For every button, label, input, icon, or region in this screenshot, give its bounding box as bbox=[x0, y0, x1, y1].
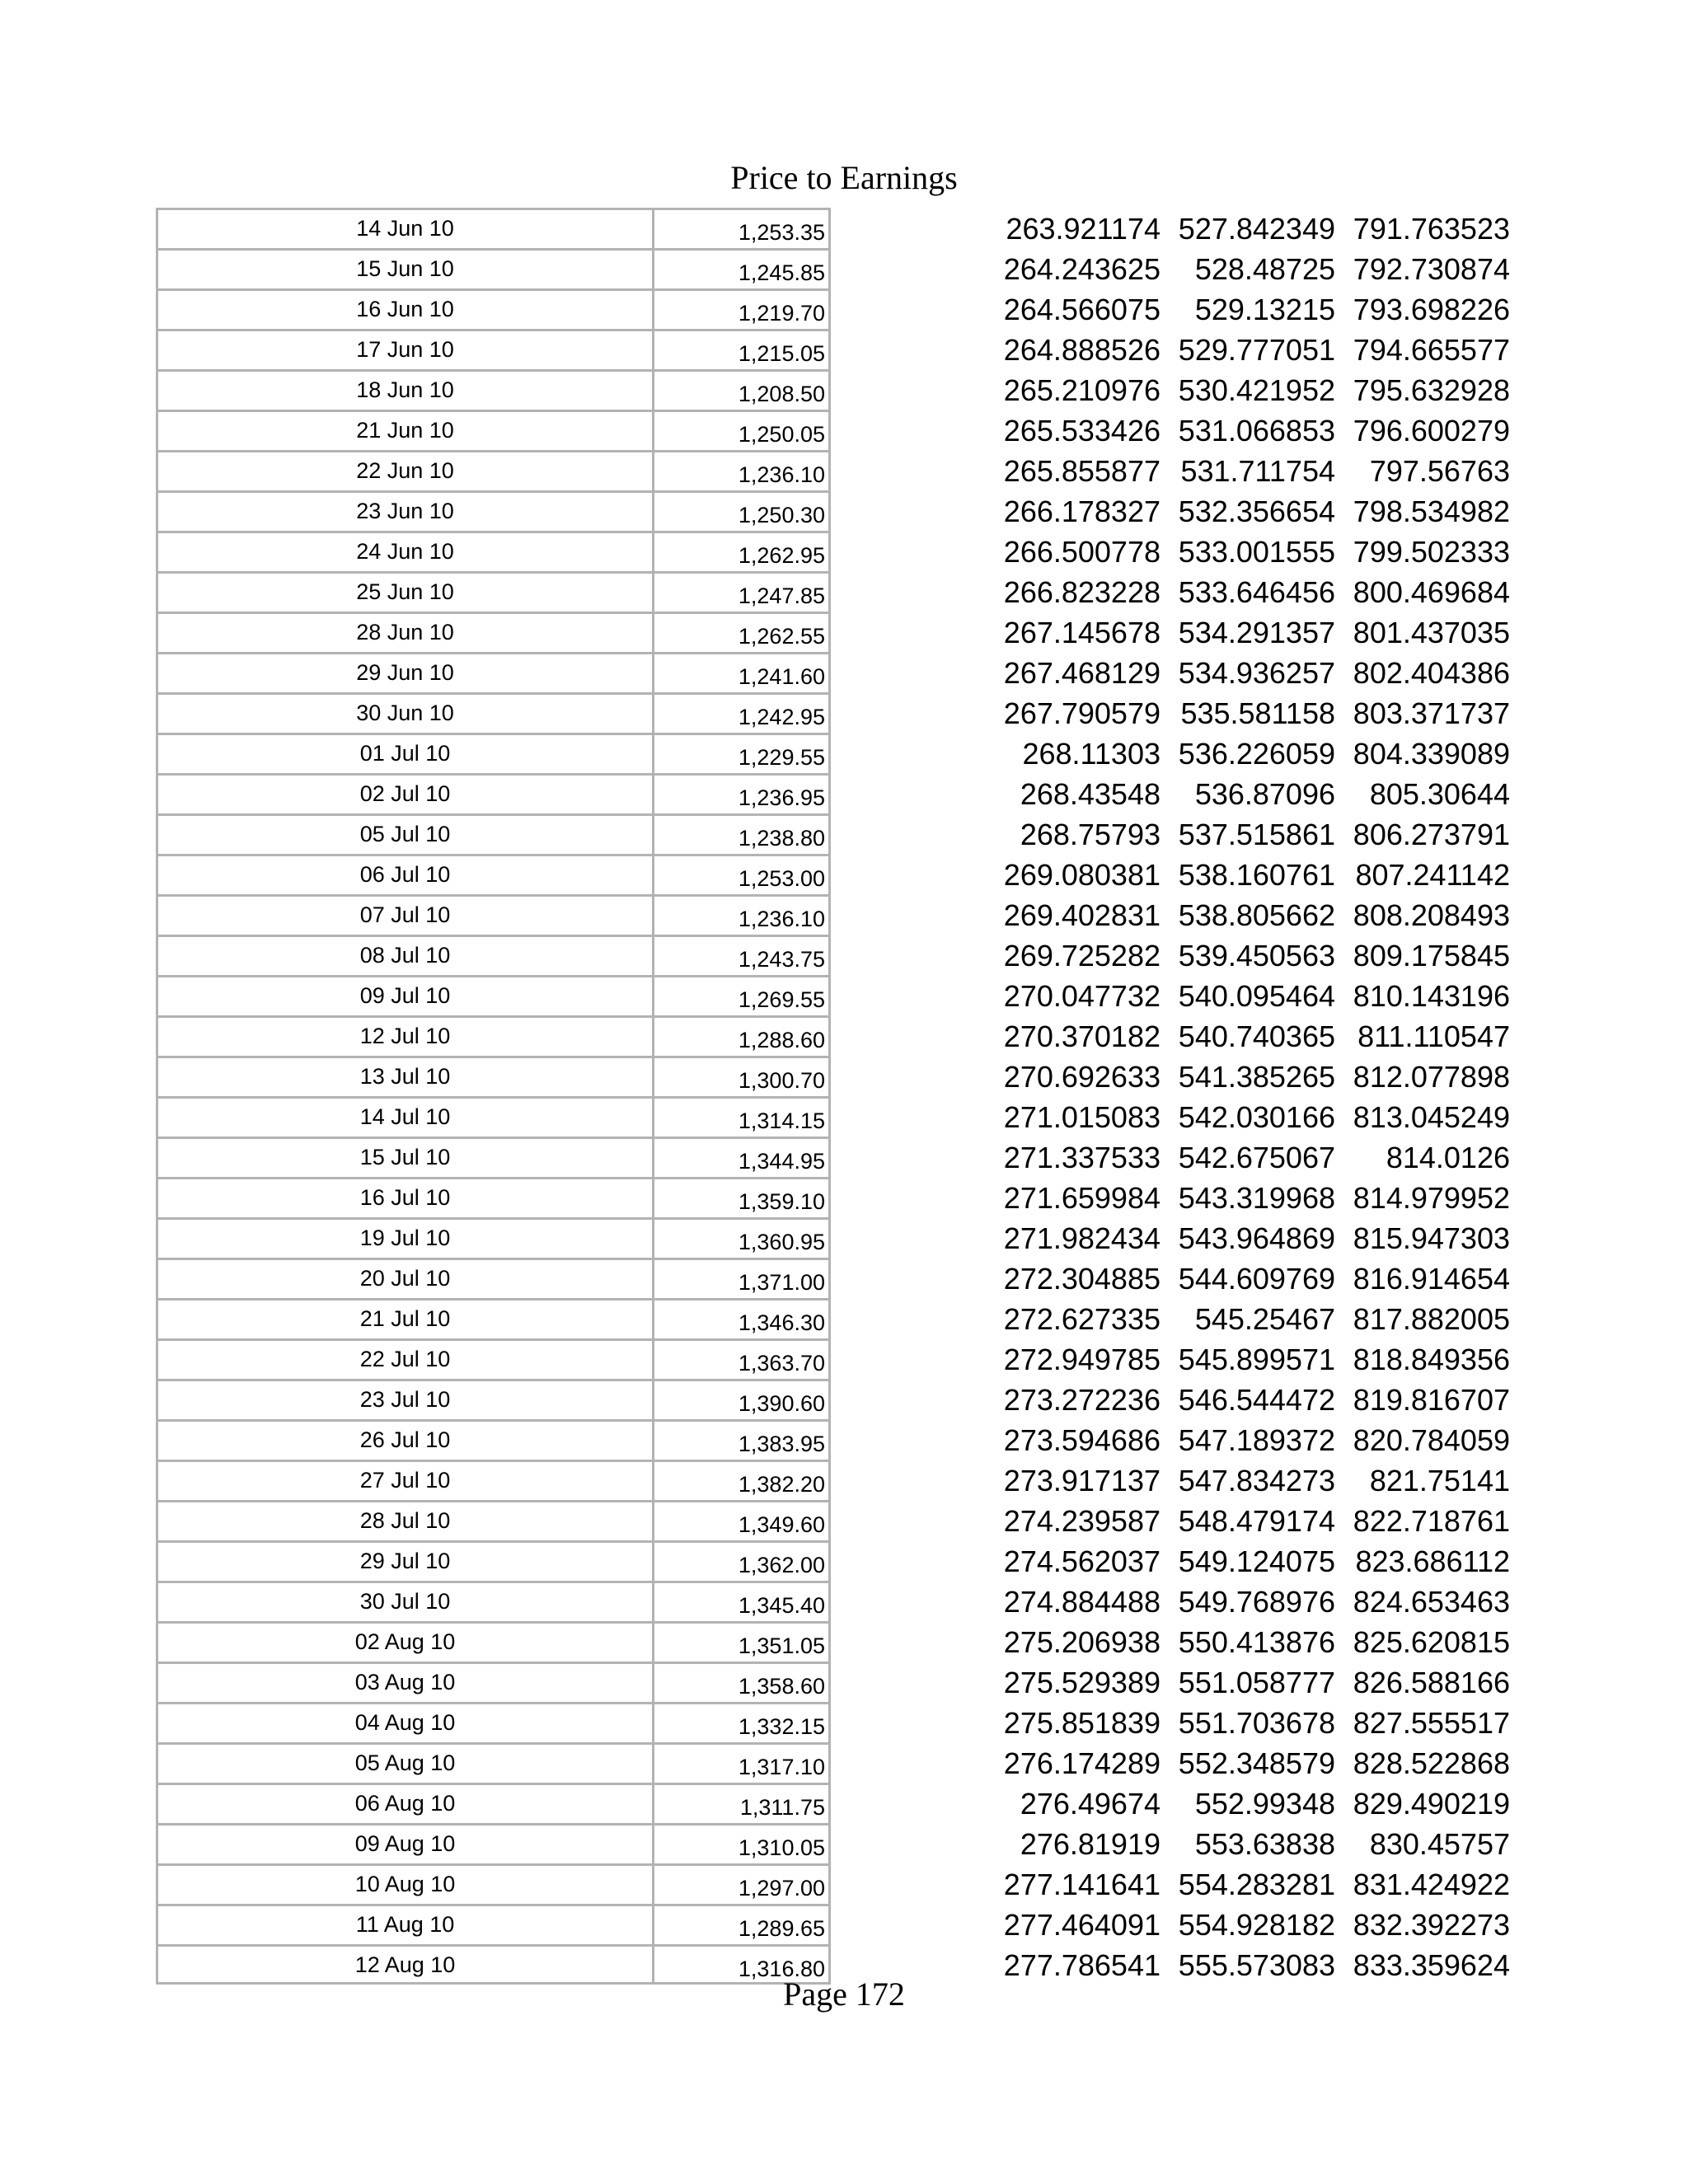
value-3-cell: 812.077898 bbox=[1353, 1060, 1510, 1094]
price-cell: 1,390.60 bbox=[652, 1379, 831, 1419]
price-cell: 1,253.35 bbox=[652, 208, 831, 248]
price-cell: 1,311.75 bbox=[652, 1783, 831, 1823]
price-cell: 1,317.10 bbox=[652, 1742, 831, 1783]
date-cell: 08 Jul 10 bbox=[156, 935, 654, 975]
value-1-cell: 273.272236 bbox=[1003, 1383, 1160, 1417]
value-3-cell: 798.534982 bbox=[1353, 494, 1510, 528]
value-1-cell: 276.81919 bbox=[1020, 1827, 1160, 1861]
date-cell: 19 Jul 10 bbox=[156, 1217, 654, 1258]
value-2-cell: 554.283281 bbox=[1178, 1868, 1335, 1901]
date-cell: 15 Jun 10 bbox=[156, 248, 654, 288]
value-2-cell: 536.87096 bbox=[1194, 777, 1335, 811]
value-3-cell: 819.816707 bbox=[1353, 1383, 1510, 1417]
value-3-cell: 831.424922 bbox=[1353, 1868, 1510, 1901]
date-cell: 06 Aug 10 bbox=[156, 1783, 654, 1823]
price-cell: 1,236.10 bbox=[652, 450, 831, 490]
date-cell: 02 Jul 10 bbox=[156, 773, 654, 813]
date-cell: 29 Jul 10 bbox=[156, 1540, 654, 1581]
value-3-cell: 829.490219 bbox=[1353, 1787, 1510, 1821]
date-cell: 28 Jun 10 bbox=[156, 612, 654, 652]
value-1-cell: 267.468129 bbox=[1003, 656, 1160, 690]
value-1-cell: 269.725282 bbox=[1003, 939, 1160, 972]
price-cell: 1,243.75 bbox=[652, 935, 831, 975]
date-cell: 30 Jun 10 bbox=[156, 692, 654, 733]
date-cell: 05 Aug 10 bbox=[156, 1742, 654, 1783]
date-cell: 09 Jul 10 bbox=[156, 975, 654, 1015]
value-3-cell: 827.555517 bbox=[1353, 1706, 1510, 1740]
price-cell: 1,242.95 bbox=[652, 692, 831, 733]
value-3-cell: 791.763523 bbox=[1353, 212, 1510, 246]
price-cell: 1,297.00 bbox=[652, 1863, 831, 1904]
date-cell: 23 Jul 10 bbox=[156, 1379, 654, 1419]
value-1-cell: 269.402831 bbox=[1003, 898, 1160, 932]
price-cell: 1,332.15 bbox=[652, 1702, 831, 1742]
value-2-cell: 530.421952 bbox=[1178, 373, 1335, 407]
value-2-cell: 529.13215 bbox=[1194, 293, 1335, 326]
value-3-cell: 796.600279 bbox=[1353, 414, 1510, 448]
value-1-cell: 267.790579 bbox=[1003, 696, 1160, 730]
value-3-cell: 799.502333 bbox=[1353, 535, 1510, 569]
value-2-cell: 533.001555 bbox=[1178, 535, 1335, 569]
value-1-cell: 271.982434 bbox=[1003, 1221, 1160, 1255]
value-2-cell: 528.48725 bbox=[1194, 252, 1335, 286]
price-cell: 1,362.00 bbox=[652, 1540, 831, 1581]
value-3-cell: 823.686112 bbox=[1355, 1544, 1510, 1578]
value-2-cell: 543.964869 bbox=[1178, 1221, 1335, 1255]
date-cell: 16 Jul 10 bbox=[156, 1177, 654, 1217]
value-3-cell: 802.404386 bbox=[1353, 656, 1510, 690]
value-2-cell: 549.124075 bbox=[1178, 1544, 1335, 1578]
value-1-cell: 265.855877 bbox=[1003, 454, 1160, 488]
date-cell: 24 Jun 10 bbox=[156, 531, 654, 571]
value-1-cell: 264.888526 bbox=[1003, 333, 1160, 367]
value-1-cell: 273.594686 bbox=[1003, 1423, 1160, 1457]
value-1-cell: 266.178327 bbox=[1003, 494, 1160, 528]
date-cell: 21 Jul 10 bbox=[156, 1298, 654, 1338]
value-2-cell: 538.160761 bbox=[1178, 858, 1335, 892]
price-cell: 1,247.85 bbox=[652, 571, 831, 612]
value-1-cell: 266.500778 bbox=[1003, 535, 1160, 569]
value-1-cell: 270.692633 bbox=[1003, 1060, 1160, 1094]
value-3-cell: 804.339089 bbox=[1353, 737, 1510, 771]
value-3-cell: 800.469684 bbox=[1353, 575, 1510, 609]
value-2-cell: 540.740365 bbox=[1178, 1019, 1335, 1053]
date-cell: 09 Aug 10 bbox=[156, 1823, 654, 1863]
price-cell: 1,383.95 bbox=[652, 1419, 831, 1460]
value-2-cell: 529.777051 bbox=[1178, 333, 1335, 367]
value-3-cell: 820.784059 bbox=[1353, 1423, 1510, 1457]
value-3-cell: 806.273791 bbox=[1353, 818, 1510, 851]
value-2-cell: 551.058777 bbox=[1178, 1666, 1335, 1699]
price-cell: 1,262.95 bbox=[652, 531, 831, 571]
date-cell: 25 Jun 10 bbox=[156, 571, 654, 612]
date-cell: 27 Jul 10 bbox=[156, 1460, 654, 1500]
value-3-cell: 833.359624 bbox=[1353, 1948, 1510, 1982]
value-2-cell: 537.515861 bbox=[1178, 818, 1335, 851]
value-2-cell: 538.805662 bbox=[1178, 898, 1335, 932]
value-3-cell: 814.979952 bbox=[1353, 1181, 1510, 1215]
value-2-cell: 545.25467 bbox=[1194, 1302, 1335, 1336]
value-3-cell: 830.45757 bbox=[1369, 1827, 1510, 1861]
price-cell: 1,215.05 bbox=[652, 329, 831, 369]
price-cell: 1,289.65 bbox=[652, 1904, 831, 1944]
value-3-cell: 797.56763 bbox=[1369, 454, 1510, 488]
page-number: Page 172 bbox=[783, 1975, 905, 2013]
price-cell: 1,346.30 bbox=[652, 1298, 831, 1338]
date-cell: 26 Jul 10 bbox=[156, 1419, 654, 1460]
value-2-cell: 550.413876 bbox=[1178, 1625, 1335, 1659]
value-3-cell: 792.730874 bbox=[1353, 252, 1510, 286]
date-cell: 14 Jun 10 bbox=[156, 208, 654, 248]
value-2-cell: 544.609769 bbox=[1178, 1262, 1335, 1296]
value-3-cell: 814.0126 bbox=[1386, 1141, 1510, 1174]
date-cell: 12 Jul 10 bbox=[156, 1015, 654, 1056]
value-2-cell: 534.936257 bbox=[1178, 656, 1335, 690]
value-2-cell: 545.899571 bbox=[1178, 1343, 1335, 1376]
date-cell: 12 Aug 10 bbox=[156, 1944, 654, 1985]
value-1-cell: 276.174289 bbox=[1003, 1746, 1160, 1780]
value-1-cell: 273.917137 bbox=[1003, 1464, 1160, 1497]
price-cell: 1,236.10 bbox=[652, 894, 831, 935]
date-cell: 13 Jul 10 bbox=[156, 1056, 654, 1096]
value-3-cell: 794.665577 bbox=[1353, 333, 1510, 367]
date-cell: 18 Jun 10 bbox=[156, 369, 654, 410]
value-1-cell: 267.145678 bbox=[1003, 616, 1160, 649]
value-3-cell: 816.914654 bbox=[1353, 1262, 1510, 1296]
price-cell: 1,382.20 bbox=[652, 1460, 831, 1500]
value-3-cell: 817.882005 bbox=[1353, 1302, 1510, 1336]
value-2-cell: 539.450563 bbox=[1178, 939, 1335, 972]
date-cell: 28 Jul 10 bbox=[156, 1500, 654, 1540]
value-1-cell: 274.884488 bbox=[1003, 1585, 1160, 1619]
value-3-cell: 818.849356 bbox=[1353, 1343, 1510, 1376]
price-cell: 1,349.60 bbox=[652, 1500, 831, 1540]
value-1-cell: 271.015083 bbox=[1003, 1100, 1160, 1134]
value-2-cell: 552.99348 bbox=[1194, 1787, 1335, 1821]
price-cell: 1,250.05 bbox=[652, 410, 831, 450]
value-2-cell: 551.703678 bbox=[1178, 1706, 1335, 1740]
value-3-cell: 825.620815 bbox=[1353, 1625, 1510, 1659]
date-cell: 03 Aug 10 bbox=[156, 1661, 654, 1702]
value-1-cell: 271.337533 bbox=[1003, 1141, 1160, 1174]
value-2-cell: 527.842349 bbox=[1178, 212, 1335, 246]
price-cell: 1,241.60 bbox=[652, 652, 831, 692]
value-2-cell: 531.066853 bbox=[1178, 414, 1335, 448]
value-1-cell: 268.75793 bbox=[1020, 818, 1160, 851]
price-cell: 1,236.95 bbox=[652, 773, 831, 813]
price-cell: 1,314.15 bbox=[652, 1096, 831, 1137]
value-2-cell: 535.581158 bbox=[1180, 696, 1335, 730]
price-cell: 1,363.70 bbox=[652, 1338, 831, 1379]
value-2-cell: 549.768976 bbox=[1178, 1585, 1335, 1619]
value-3-cell: 801.437035 bbox=[1353, 616, 1510, 649]
value-2-cell: 542.030166 bbox=[1178, 1100, 1335, 1134]
date-cell: 02 Aug 10 bbox=[156, 1621, 654, 1661]
date-cell: 20 Jul 10 bbox=[156, 1258, 654, 1298]
value-2-cell: 546.544472 bbox=[1178, 1383, 1335, 1417]
price-cell: 1,245.85 bbox=[652, 248, 831, 288]
value-1-cell: 275.851839 bbox=[1003, 1706, 1160, 1740]
value-3-cell: 795.632928 bbox=[1353, 373, 1510, 407]
value-1-cell: 277.786541 bbox=[1003, 1948, 1160, 1982]
date-cell: 15 Jul 10 bbox=[156, 1137, 654, 1177]
price-cell: 1,208.50 bbox=[652, 369, 831, 410]
page-title: Price to Earnings bbox=[730, 159, 958, 196]
price-cell: 1,262.55 bbox=[652, 612, 831, 652]
date-cell: 30 Jul 10 bbox=[156, 1581, 654, 1621]
value-1-cell: 272.304885 bbox=[1003, 1262, 1160, 1296]
price-cell: 1,351.05 bbox=[652, 1621, 831, 1661]
price-cell: 1,253.00 bbox=[652, 854, 831, 894]
value-3-cell: 826.588166 bbox=[1353, 1666, 1510, 1699]
value-2-cell: 534.291357 bbox=[1178, 616, 1335, 649]
value-1-cell: 265.533426 bbox=[1003, 414, 1160, 448]
value-3-cell: 821.75141 bbox=[1369, 1464, 1510, 1497]
value-2-cell: 547.189372 bbox=[1178, 1423, 1335, 1457]
value-3-cell: 822.718761 bbox=[1353, 1504, 1510, 1538]
value-2-cell: 542.675067 bbox=[1178, 1141, 1335, 1174]
value-1-cell: 270.370182 bbox=[1003, 1019, 1160, 1053]
value-3-cell: 803.371737 bbox=[1353, 696, 1510, 730]
value-2-cell: 543.319968 bbox=[1178, 1181, 1335, 1215]
value-3-cell: 832.392273 bbox=[1353, 1908, 1510, 1942]
price-cell: 1,345.40 bbox=[652, 1581, 831, 1621]
date-cell: 07 Jul 10 bbox=[156, 894, 654, 935]
value-2-cell: 540.095464 bbox=[1178, 979, 1335, 1013]
date-cell: 22 Jun 10 bbox=[156, 450, 654, 490]
date-cell: 11 Aug 10 bbox=[156, 1904, 654, 1944]
value-3-cell: 815.947303 bbox=[1353, 1221, 1510, 1255]
price-cell: 1,359.10 bbox=[652, 1177, 831, 1217]
price-cell: 1,344.95 bbox=[652, 1137, 831, 1177]
price-cell: 1,288.60 bbox=[652, 1015, 831, 1056]
value-1-cell: 268.11303 bbox=[1022, 737, 1160, 771]
value-1-cell: 266.823228 bbox=[1003, 575, 1160, 609]
value-2-cell: 548.479174 bbox=[1178, 1504, 1335, 1538]
date-cell: 22 Jul 10 bbox=[156, 1338, 654, 1379]
value-3-cell: 811.110547 bbox=[1357, 1019, 1510, 1053]
value-1-cell: 264.243625 bbox=[1003, 252, 1160, 286]
value-1-cell: 274.562037 bbox=[1003, 1544, 1160, 1578]
value-2-cell: 554.928182 bbox=[1178, 1908, 1335, 1942]
value-1-cell: 269.080381 bbox=[1003, 858, 1160, 892]
value-1-cell: 277.464091 bbox=[1003, 1908, 1160, 1942]
price-cell: 1,316.80 bbox=[652, 1944, 831, 1985]
value-2-cell: 552.348579 bbox=[1178, 1746, 1335, 1780]
price-cell: 1,250.30 bbox=[652, 490, 831, 531]
price-cell: 1,360.95 bbox=[652, 1217, 831, 1258]
date-cell: 17 Jun 10 bbox=[156, 329, 654, 369]
date-cell: 06 Jul 10 bbox=[156, 854, 654, 894]
value-1-cell: 265.210976 bbox=[1003, 373, 1160, 407]
value-3-cell: 807.241142 bbox=[1355, 858, 1510, 892]
value-1-cell: 270.047732 bbox=[1003, 979, 1160, 1013]
date-cell: 21 Jun 10 bbox=[156, 410, 654, 450]
value-2-cell: 547.834273 bbox=[1178, 1464, 1335, 1497]
value-3-cell: 824.653463 bbox=[1353, 1585, 1510, 1619]
value-3-cell: 793.698226 bbox=[1353, 293, 1510, 326]
value-2-cell: 536.226059 bbox=[1178, 737, 1335, 771]
value-1-cell: 263.921174 bbox=[1006, 212, 1160, 246]
value-2-cell: 533.646456 bbox=[1178, 575, 1335, 609]
value-1-cell: 264.566075 bbox=[1003, 293, 1160, 326]
value-1-cell: 276.49674 bbox=[1020, 1787, 1160, 1821]
value-1-cell: 268.43548 bbox=[1020, 777, 1160, 811]
value-3-cell: 813.045249 bbox=[1353, 1100, 1510, 1134]
value-1-cell: 275.206938 bbox=[1003, 1625, 1160, 1659]
price-cell: 1,358.60 bbox=[652, 1661, 831, 1702]
date-cell: 01 Jul 10 bbox=[156, 733, 654, 773]
value-3-cell: 810.143196 bbox=[1353, 979, 1510, 1013]
value-2-cell: 555.573083 bbox=[1178, 1948, 1335, 1982]
price-cell: 1,300.70 bbox=[652, 1056, 831, 1096]
date-cell: 16 Jun 10 bbox=[156, 288, 654, 329]
price-cell: 1,229.55 bbox=[652, 733, 831, 773]
value-1-cell: 272.627335 bbox=[1003, 1302, 1160, 1336]
value-3-cell: 805.30644 bbox=[1369, 777, 1510, 811]
value-3-cell: 808.208493 bbox=[1353, 898, 1510, 932]
price-cell: 1,219.70 bbox=[652, 288, 831, 329]
date-cell: 10 Aug 10 bbox=[156, 1863, 654, 1904]
value-2-cell: 532.356654 bbox=[1178, 494, 1335, 528]
date-cell: 14 Jul 10 bbox=[156, 1096, 654, 1137]
price-cell: 1,269.55 bbox=[652, 975, 831, 1015]
value-2-cell: 531.711754 bbox=[1180, 454, 1335, 488]
value-1-cell: 274.239587 bbox=[1003, 1504, 1160, 1538]
price-cell: 1,371.00 bbox=[652, 1258, 831, 1298]
date-cell: 05 Jul 10 bbox=[156, 813, 654, 854]
value-2-cell: 553.63838 bbox=[1194, 1827, 1335, 1861]
value-1-cell: 275.529389 bbox=[1003, 1666, 1160, 1699]
value-2-cell: 541.385265 bbox=[1178, 1060, 1335, 1094]
price-cell: 1,238.80 bbox=[652, 813, 831, 854]
date-cell: 04 Aug 10 bbox=[156, 1702, 654, 1742]
date-cell: 23 Jun 10 bbox=[156, 490, 654, 531]
price-cell: 1,310.05 bbox=[652, 1823, 831, 1863]
value-1-cell: 277.141641 bbox=[1003, 1868, 1160, 1901]
value-3-cell: 809.175845 bbox=[1353, 939, 1510, 972]
value-3-cell: 828.522868 bbox=[1353, 1746, 1510, 1780]
value-1-cell: 272.949785 bbox=[1003, 1343, 1160, 1376]
date-cell: 29 Jun 10 bbox=[156, 652, 654, 692]
value-1-cell: 271.659984 bbox=[1003, 1181, 1160, 1215]
